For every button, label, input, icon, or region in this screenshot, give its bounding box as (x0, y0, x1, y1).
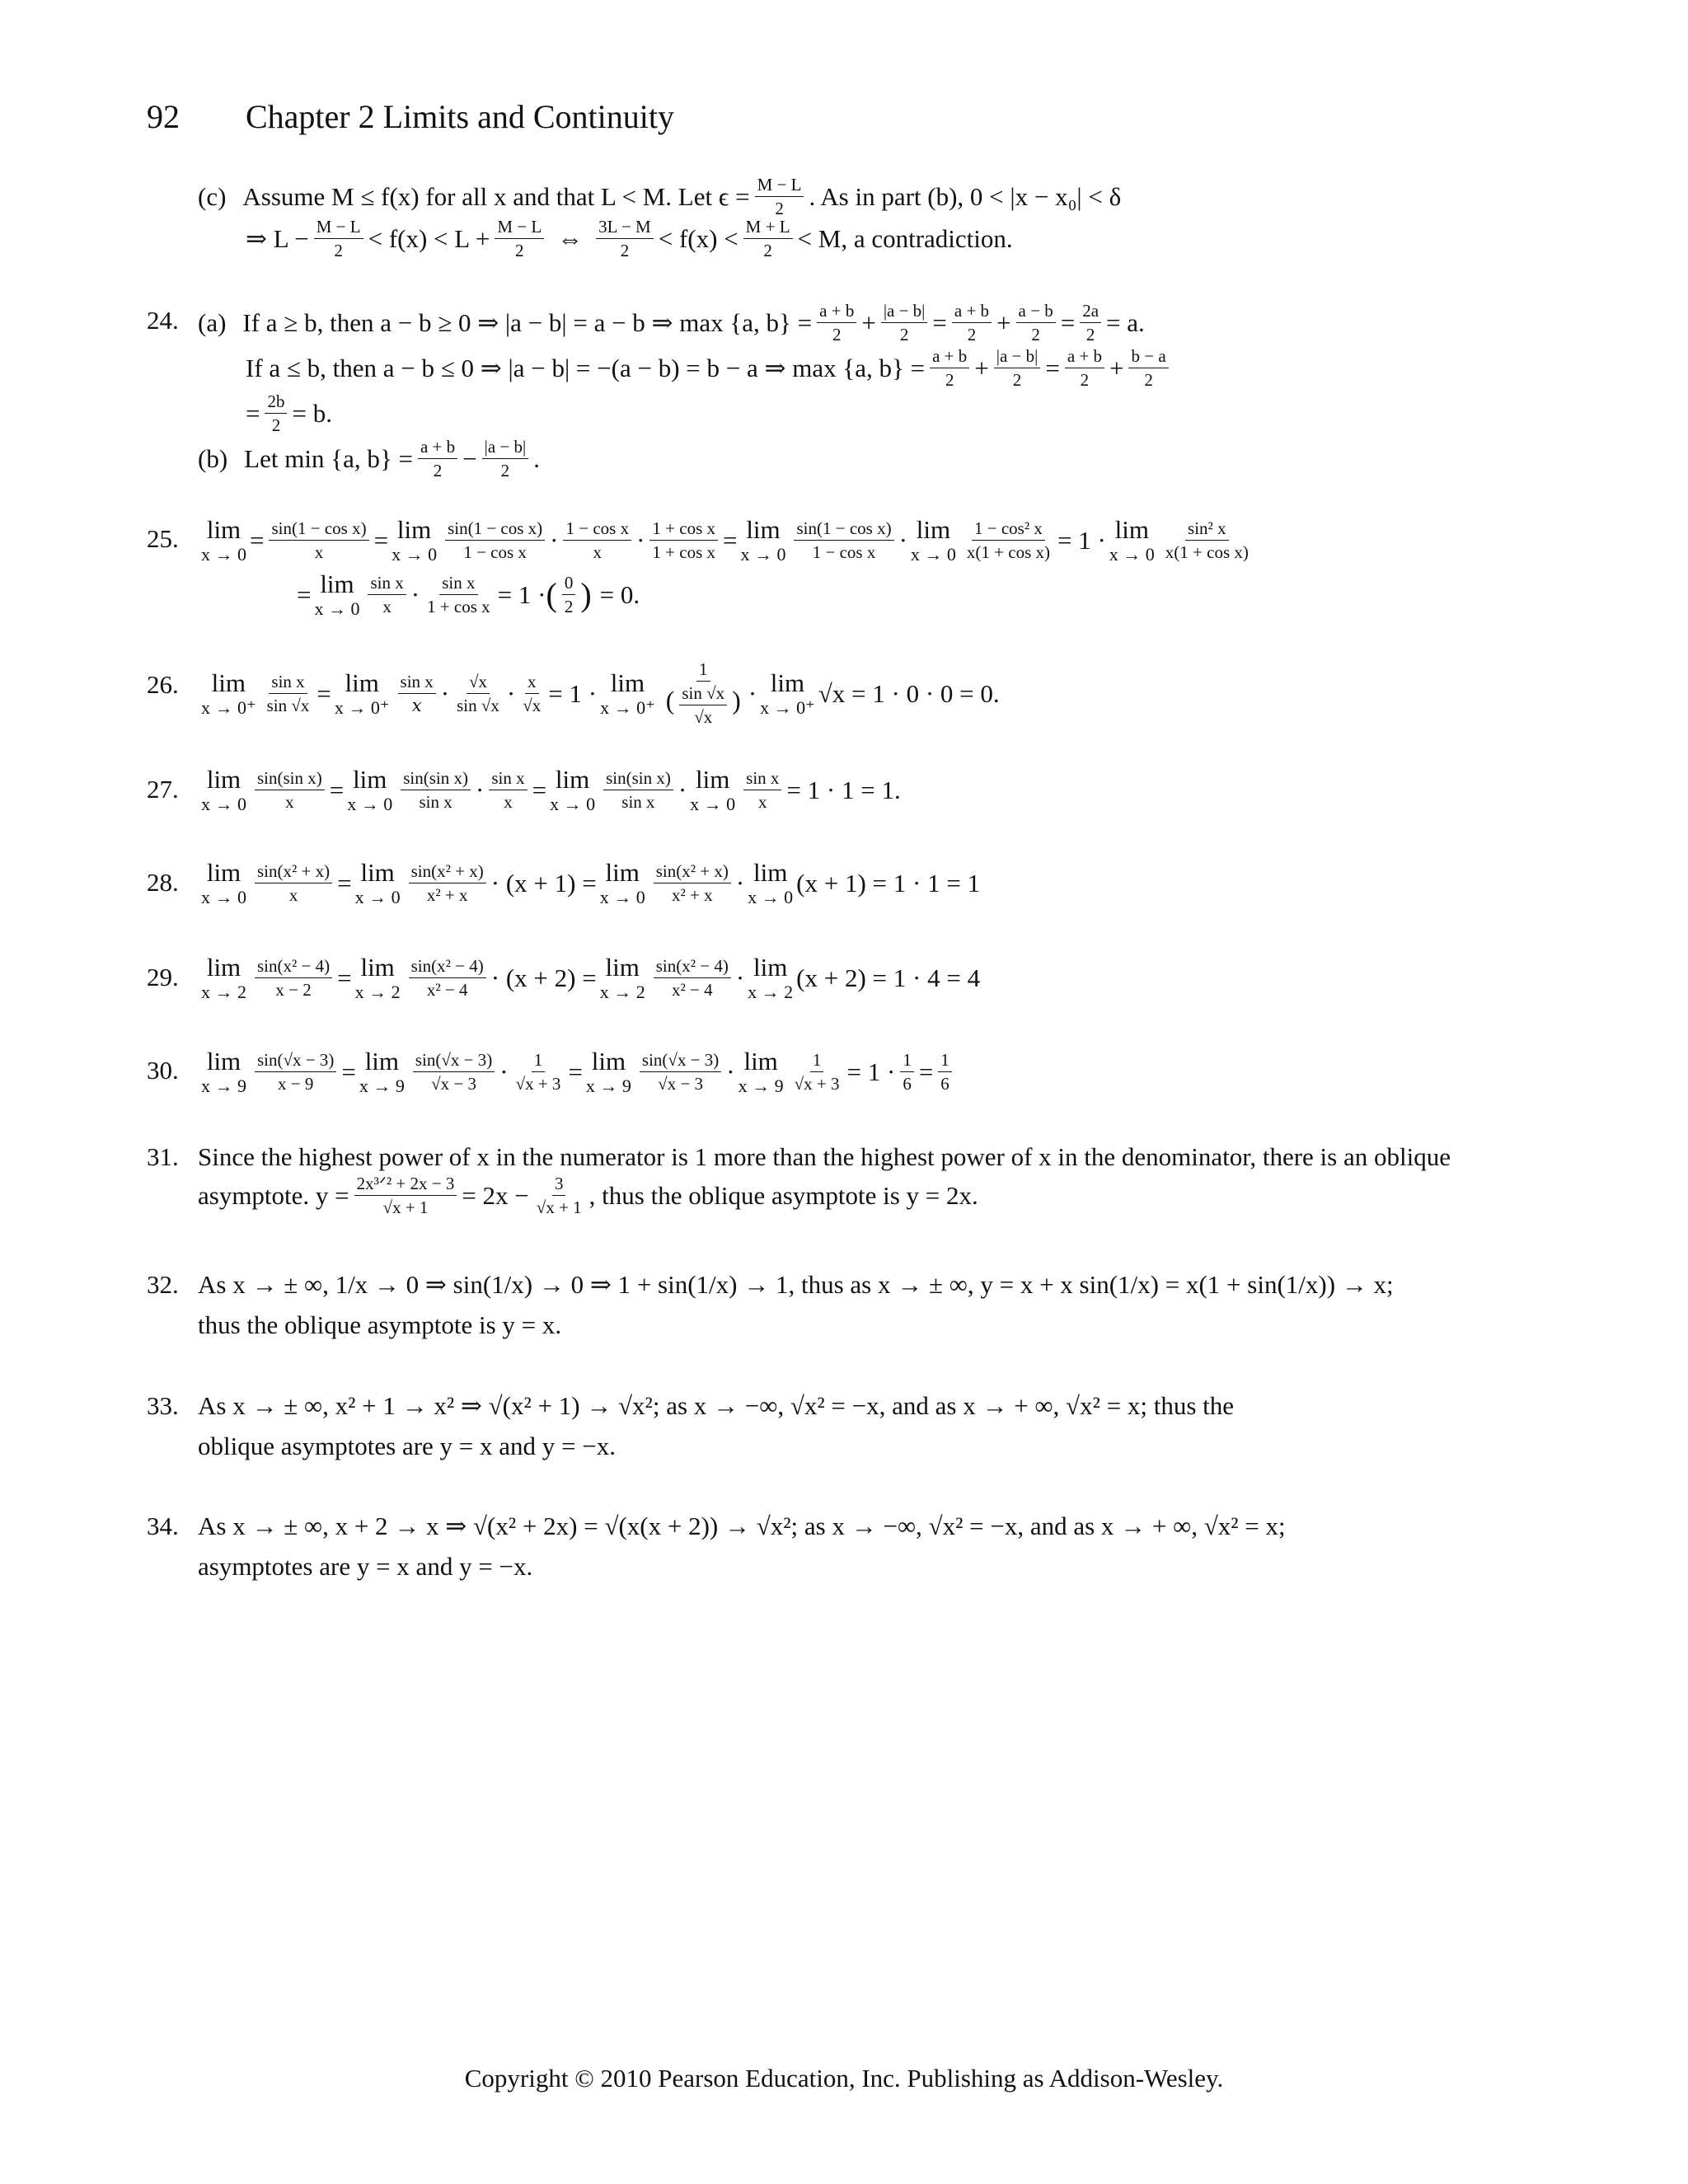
text: · (440, 678, 450, 708)
fraction: sin(sin x) sin x (603, 768, 673, 812)
fraction: $\frac{|a - b|}{2}$ (994, 346, 1041, 390)
text: = (723, 526, 738, 555)
fraction: sin(√x − 3) √x − 3 (413, 1050, 495, 1094)
fraction: sin x x (368, 573, 406, 616)
text: (x + 1) = 1 · 1 = 1 (796, 869, 981, 898)
limit: lim x → 0 (1109, 515, 1155, 565)
text: = b. (292, 399, 332, 429)
ex31-line-2 (198, 1174, 978, 1217)
limit: lim x → 2 (201, 953, 246, 1002)
text: . As in part (b), 0 < |x − x₀| < δ (809, 182, 1122, 212)
fraction: sin² x x(1 + cos x) (1165, 518, 1249, 562)
ex29-line (198, 954, 980, 1001)
text: = (246, 399, 260, 429)
fraction: $\frac{x}{√x}$ (523, 671, 542, 715)
text: · (506, 678, 516, 708)
text: + (1109, 354, 1124, 383)
text: + (996, 308, 1011, 338)
fraction: $\frac{|a - b|}{2}$ (482, 437, 529, 480)
fraction: $\frac{2b}{2}$ (265, 391, 287, 435)
fraction: $\frac{|a - b|}{2}$ (881, 301, 928, 344)
limit: lim x → 0 (740, 515, 786, 565)
text: · (x + 1) = (490, 869, 597, 898)
fraction: 2x³ᐟ² + 2x − 3 √x + 1 (354, 1174, 457, 1217)
limit: lim x → 0 (354, 858, 401, 907)
ex24a-line-1 (198, 301, 1145, 344)
limit: lim x → 2 (354, 953, 401, 1002)
ex24a-line-3 (246, 391, 332, 435)
fraction: sin(1 − cos x) 1 − cos x (794, 518, 893, 562)
limit: lim x → 9 (738, 1047, 784, 1096)
limit: lim x → 0⁺ (600, 668, 655, 718)
exercise-number: 27. (147, 775, 179, 804)
fraction: sin(sin x) sin x (401, 768, 471, 812)
text: , thus the oblique asymptote is y = 2x. (588, 1181, 978, 1211)
fraction: $\frac{\text{sin(x² + x)}}{x}$ (255, 861, 332, 905)
text: · (735, 963, 745, 992)
fraction: $\frac{\text{sin(1 − cos x)}}{x}$ (269, 518, 368, 562)
text: thus the oblique asymptote is y = x. (198, 1310, 562, 1339)
fraction: $\frac{\text{sin x}}{\sin √x}$ (266, 671, 310, 715)
limit: lim x → 0 (392, 515, 438, 565)
fraction: 3L − M 2 (596, 217, 654, 260)
text: < f(x) < L + (368, 224, 490, 254)
ex25-line-1 (198, 517, 1256, 564)
text: = (329, 776, 345, 804)
text: · (550, 526, 559, 555)
fraction: $\frac{3}{√x + 1}$ (536, 1174, 582, 1218)
text: · (499, 1057, 509, 1086)
text: = 1 · (846, 1057, 896, 1086)
exercise-number: 29. (147, 963, 179, 991)
ex25-line-2: = lim x → 0 sin x x · $\frac{\text{sin x}}{\text{1 + cos x}}$ = 1 · ( 0 2 ) = 0. (297, 569, 640, 619)
text: = (316, 678, 331, 708)
text: = a. (1106, 308, 1145, 338)
text: If a ≥ b, then a − b ≥ 0 ⇒ |a − b| = a − b ⇒ max {a, b} = (242, 308, 813, 338)
text: = 0. (599, 580, 640, 609)
ex23c-line-2 (246, 217, 1013, 260)
fraction: $\frac{M - L}{2}$ (755, 175, 804, 218)
text: = (568, 1057, 583, 1086)
fraction: $\frac{M - L}{2}$ (314, 217, 363, 260)
limit: lim x → 0⁺ (760, 668, 815, 718)
fraction: sin(1 − cos x) 1 − cos x (445, 518, 545, 562)
text: = (337, 869, 352, 898)
limit: lim x → 9 (201, 1047, 246, 1096)
text: ⇒ L − (246, 224, 309, 254)
text: ⇔ (557, 224, 584, 254)
fraction: $\frac{a + b}{2}$ (1065, 346, 1104, 390)
text: · (748, 678, 757, 708)
limit: lim x → 0⁺ (201, 668, 256, 718)
text: = (250, 526, 265, 555)
text: · (898, 526, 907, 555)
fraction: $\frac{a + b}{2}$ (817, 301, 856, 344)
fraction: $\frac{\text{1 + cos x}}{\text{1 + cos x}}$ (649, 518, 718, 562)
text: = (1060, 308, 1076, 338)
text: As x → ± ∞, x + 2 → x ⇒ √(x² + 2x) = √(x(x + 2)) → √x²; as x → −∞, √x² = −x, and as x → + ∞, √x² = x; (198, 1511, 1286, 1540)
page-number: 92 (147, 98, 180, 135)
fraction: $\frac{\text{sin(sin x)}}{x}$ (255, 768, 325, 812)
fraction: $\frac{a + b}{2}$ (418, 437, 457, 480)
text: If a ≤ b, then a − b ≤ 0 ⇒ |a − b| = −(a − b) = b − a ⇒ max {a, b} = (246, 354, 926, 383)
exercise-number: 26. (147, 670, 179, 699)
fraction: $\frac{\text{sin(x² − 4)}}{x - 2}$ (255, 956, 332, 1000)
fraction: 1 ( $\frac{\sin √x}{√x}$ ) (665, 659, 741, 728)
text: · (636, 526, 645, 555)
text: Since the highest power of x in the numerator is 1 more than the highest power of x in the denominator, there is an oblique (198, 1142, 1451, 1171)
text: = (1045, 354, 1060, 383)
ex24a-line-2 (246, 346, 1174, 390)
fraction: $\frac{a - b}{2}$ (1016, 301, 1056, 344)
text: · (410, 580, 420, 609)
ex30-line (198, 1048, 957, 1095)
fraction: $\frac{\text{sin x}}{x}$ (489, 768, 527, 812)
text: − (462, 444, 477, 474)
text: = (337, 963, 352, 992)
limit: lim x → 2 (748, 953, 794, 1002)
fraction: $\frac{1}{√x + 3}$ (515, 1049, 561, 1094)
text: As x → ± ∞, 1/x → 0 ⇒ sin(1/x) → 0 ⇒ 1 + sin(1/x) → 1, thus as x → ± ∞, y = x + x sin(1/x) = x(1 + sin(1/x)) → x; (198, 1270, 1394, 1299)
limit: lim x → 0 (201, 515, 246, 565)
text: asymptotes are y = x and y = −x. (198, 1552, 533, 1581)
limit: lim x → 0 (599, 858, 645, 907)
limit: lim x → 0 (690, 765, 736, 814)
text: < f(x) < (658, 224, 738, 254)
page-header (147, 97, 674, 136)
text: · (735, 869, 745, 898)
fraction: 1 − cos x x (563, 518, 631, 562)
fraction: $\frac{b - a}{2}$ (1128, 346, 1168, 390)
fraction: $\frac{a + b}{2}$ (930, 346, 969, 390)
fraction: sin(√x − 3) √x − 3 (640, 1050, 721, 1094)
text: + (974, 354, 989, 383)
exercise-number: 24. (147, 306, 179, 335)
limit: lim x → 0 (314, 569, 360, 619)
fraction: $\frac{2a}{2}$ (1080, 301, 1101, 344)
text: = (532, 776, 547, 804)
text: As x → ± ∞, x² + 1 → x² ⇒ √(x² + 1) → √x²; as x → −∞, √x² = −x, and as x → + ∞, √x² = x; thus the (198, 1391, 1235, 1420)
text: = (918, 1057, 934, 1086)
text: = (297, 580, 312, 609)
text: asymptote. y = (198, 1181, 349, 1211)
exercise-number: 32. (147, 1270, 179, 1299)
exercise-number: 33. (147, 1391, 179, 1420)
fraction: sin x 𝑥 (398, 672, 436, 715)
fraction: sin(x² − 4) x² − 4 (654, 956, 731, 1000)
text: = (932, 308, 947, 338)
exercise-number: 30. (147, 1056, 179, 1085)
text: · (x + 2) = (490, 963, 597, 992)
limit: lim x → 2 (599, 953, 645, 1002)
exercise-number: 31. (147, 1142, 179, 1171)
text: = (373, 526, 389, 555)
exercise-number: 34. (147, 1511, 179, 1540)
fraction: M + L 2 (743, 217, 793, 260)
ex24b-line (198, 437, 540, 480)
fraction: 0 2 (562, 573, 576, 616)
text: < M, a contradiction. (797, 224, 1013, 254)
limit: lim x → 0 (550, 765, 596, 814)
limit: lim x → 9 (585, 1047, 631, 1096)
fraction: $\frac{1}{6}$ (938, 1050, 952, 1094)
ex23c-line-1 (198, 175, 1121, 218)
exercise-number: 28. (147, 868, 179, 897)
text: = 1 · 1 = 1. (786, 776, 901, 804)
fraction: √x sin √x (457, 671, 499, 715)
text: = 1 · (1057, 526, 1106, 555)
part-label: (b) (198, 444, 228, 474)
chapter-title: Chapter 2 Limits and Continuity (246, 98, 674, 135)
text: = 2x − (462, 1181, 529, 1211)
fraction: $\frac{a + b}{2}$ (952, 301, 992, 344)
fraction: $\frac{1}{6}$ (900, 1050, 914, 1094)
fraction: $\frac{\text{sin x}}{\text{1 + cos x}}$ (427, 572, 490, 616)
fraction: $\frac{\text{1 − cos² x}}{\text{x(1 + cos x)}}$ (966, 518, 1050, 562)
text: · (475, 776, 485, 804)
limit: lim x → 0 (201, 765, 246, 814)
fraction: $\frac{1}{√x + 3}$ (794, 1049, 840, 1094)
text: · (726, 1057, 735, 1086)
text: . (533, 444, 540, 474)
ex28-line (198, 860, 980, 907)
limit: lim x → 0 (347, 765, 393, 814)
limit: lim x → 0 (748, 858, 794, 907)
exercise-number: 25. (147, 524, 179, 553)
part-label: (c) (198, 182, 227, 212)
text: Assume M ≤ f(x) for all x and that L < M. Let ϵ = (242, 182, 750, 212)
part-label: (a) (198, 308, 227, 338)
fraction: sin(x² − 4) x² − 4 (409, 956, 486, 1000)
copyright-footer: Copyright © 2010 Pearson Education, Inc. Publishing as Addison-Wesley. (464, 2064, 1224, 2093)
limit: lim x → 0⁺ (334, 668, 390, 718)
fraction: $\frac{\sin(√x - 3)}{x - 9}$ (255, 1050, 336, 1094)
ex26-line (198, 659, 1000, 727)
text: = 1 · (548, 678, 598, 708)
text: = 1 · (497, 580, 546, 609)
fraction: sin(x² + x) x² + x (409, 861, 486, 905)
fraction: sin(x² + x) x² + x (654, 861, 731, 905)
limit: lim x → 0 (201, 858, 246, 907)
text: √x = 1 · 0 · 0 = 0. (818, 678, 1000, 708)
text: (x + 2) = 1 · 4 = 4 (796, 963, 981, 992)
limit: lim x → 0 (910, 515, 956, 565)
ex27-line (198, 766, 901, 813)
fraction: $\frac{M - L}{2}$ (495, 217, 544, 260)
fraction: $\frac{\text{sin x}}{x}$ (743, 768, 781, 812)
text: oblique asymptotes are y = x and y = −x. (198, 1432, 617, 1460)
text: = (341, 1057, 356, 1086)
limit: lim x → 9 (359, 1047, 405, 1096)
text: Let min {a, b} = (244, 444, 413, 474)
text: · (678, 776, 687, 804)
text: + (861, 308, 876, 338)
